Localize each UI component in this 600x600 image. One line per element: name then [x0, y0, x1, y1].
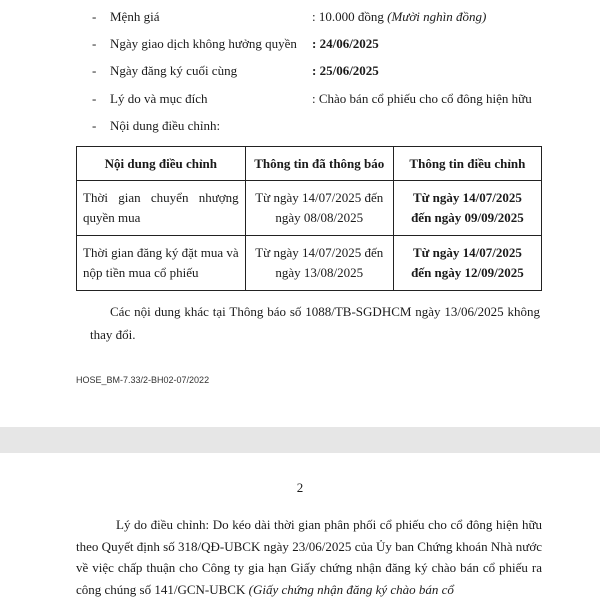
info-label: Mệnh giá: [110, 9, 160, 24]
form-code: HOSE_BM-7.33/2-BH02-07/2022: [76, 375, 210, 385]
bullet: -: [92, 118, 97, 133]
table-row: [77, 236, 542, 291]
info-label: Nội dung điều chỉnh:: [110, 118, 221, 133]
reason-text: Lý do điều chỉnh: Do kéo dài thời gian phân phối cổ phiếu cho cổ đông hiện hữu theo Quyết định số 318/QĐ-UBCK ngày 23/06/2025 của Ủy ban Chứng khoán Nhà nước về việc chấp thuận cho Công ty gia hạn Giấy chứng nhận đăng ký chào bán cổ phiếu ra công chúng số 141/GCN-UBCK: [76, 517, 542, 597]
table-cell-item: Thời gian đăng ký đặt mua và nộp tiền mua cổ phiếu: [77, 236, 246, 291]
other-content-paragraph: Các nội dung khác tại Thông báo số 1088/TB-SGDHCM ngày 13/06/2025 không thay đổi.: [90, 304, 540, 342]
table-header-cell: Thông tin điều chỉnh: [393, 147, 541, 181]
table-header-cell: Thông tin đã thông báo: [245, 147, 393, 181]
adjusted-line: đến ngày 09/09/2025: [411, 210, 524, 225]
adjusted-line: Từ ngày 14/07/2025: [412, 190, 522, 205]
info-value: : Chào bán cổ phiếu cho cổ đông hiện hữu: [312, 91, 532, 106]
reason-italic-text: (Giấy chứng nhận đăng ký chào bán cổ: [248, 581, 454, 597]
bullet: -: [92, 9, 97, 24]
adjusted-line: đến ngày 12/09/2025: [411, 265, 524, 280]
info-value: [312, 7, 486, 27]
page-separator: [0, 427, 600, 453]
info-label: Ngày giao dịch không hưởng quyền: [110, 36, 297, 51]
info-value-text: : 10.000 đồng: [312, 9, 388, 24]
adjusted-line: Từ ngày 14/07/2025: [412, 245, 522, 260]
table-cell-announced: Từ ngày 14/07/2025 đến ngày 13/08/2025: [245, 236, 393, 291]
table-row: [77, 181, 542, 236]
table-header-cell: Nội dung điều chỉnh: [77, 147, 246, 181]
bullet: -: [92, 63, 97, 78]
info-value: : 24/06/2025: [312, 36, 379, 51]
bullet: -: [92, 36, 97, 51]
info-label: Lý do và mục đích: [110, 91, 208, 106]
table-header-row: [77, 147, 542, 181]
info-value-note: (Mười nghìn đồng): [387, 9, 487, 24]
table-cell-adjusted: [393, 181, 541, 236]
table-cell-item: Thời gian chuyển nhượng quyền mua: [77, 181, 246, 236]
info-label: Ngày đăng ký cuối cùng: [110, 63, 238, 78]
reason-paragraph: [76, 514, 542, 600]
page-number: 2: [296, 480, 304, 495]
table-cell-adjusted: [393, 236, 541, 291]
table-cell-announced: Từ ngày 14/07/2025 đến ngày 08/08/2025: [245, 181, 393, 236]
adjustment-table: [76, 146, 542, 291]
info-value: : 25/06/2025: [312, 63, 379, 78]
bullet: -: [92, 91, 97, 106]
